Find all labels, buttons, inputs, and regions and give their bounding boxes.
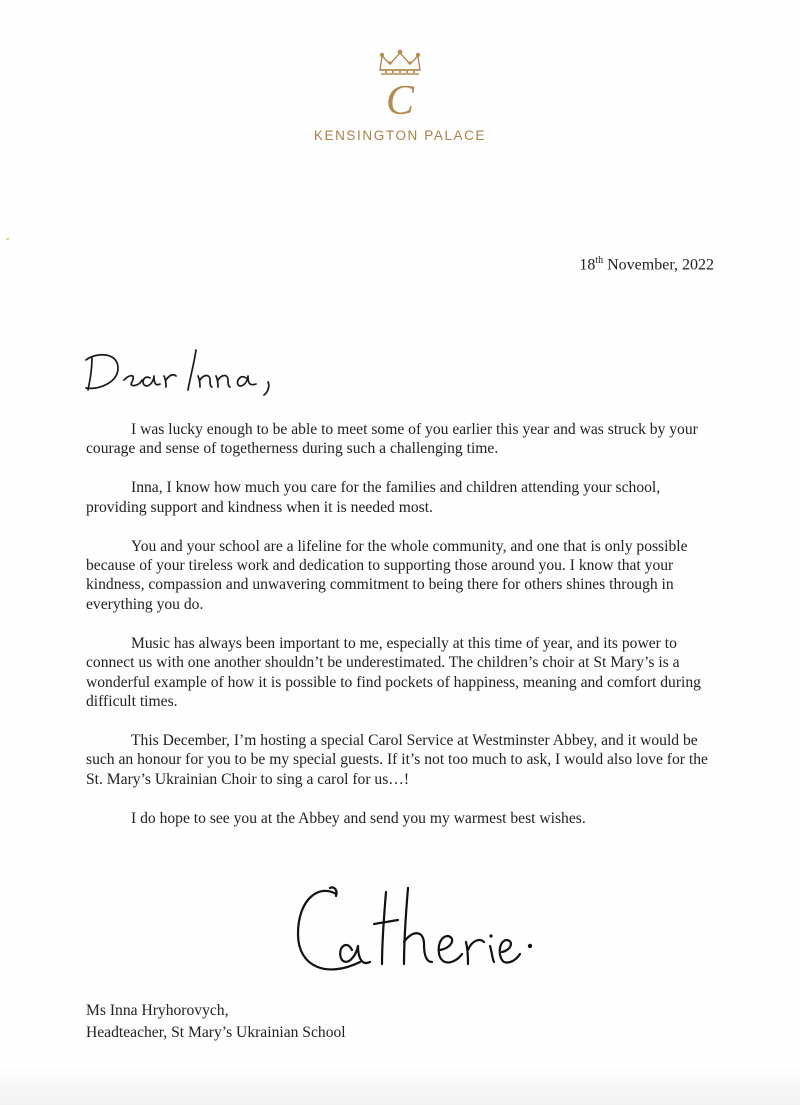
- body-paragraph: Music has always been important to me, especially at this time of year, and its power to connect us with one another shouldn’t be underestimated. The children’s choir at St Mary’s is a wonderful example of how it is possible to find pockets of happiness, meaning and comfort during difficult times.: [86, 634, 701, 710]
- paper-speck: [6, 238, 9, 240]
- handwritten-salutation: [78, 340, 298, 400]
- letter-date: 18th November, 2022: [579, 255, 714, 274]
- body-paragraph: I do hope to see you at the Abbey and send you my warmest best wishes.: [131, 809, 586, 827]
- page-shadow: [0, 1065, 800, 1105]
- body-paragraph: Inna, I know how much you care for the families and children attending your school, providing support and kindness when it is needed most.: [86, 479, 661, 516]
- svg-text:C: C: [385, 78, 415, 124]
- organization-name: KENSINGTON PALACE: [313, 128, 487, 143]
- addressee-name: Ms Inna Hryhorovych,: [86, 1002, 229, 1019]
- addressee-title: Headteacher, St Mary’s Ukrainian School: [86, 1024, 346, 1041]
- body-paragraph: I was lucky enough to be able to meet some of you earlier this year and was struck by your courage and sense of togetherness during such a challenging time.: [86, 421, 698, 458]
- letterhead: [0, 48, 800, 143]
- handwritten-signature: [290, 876, 540, 986]
- letter-body: [86, 420, 716, 848]
- addressee-block: [86, 1000, 346, 1044]
- body-paragraph: This December, I’m hosting a special Carol Service at Westminster Abbey, and it would be such an honour for you to be my special guests. If it’s not too much to ask, I would also love for the St. Mary’s Ukrainian Choir to sing a carol for us…!: [86, 731, 708, 788]
- body-paragraph: You and your school are a lifeline for the whole community, and one that is only possible because of your tireless work and dedication to supporting those around you. I know that your kindness, compassion and unwavering commitment to being there for others shines through in everything you do.: [86, 537, 688, 613]
- crowned-c-cypher-icon: [368, 48, 432, 124]
